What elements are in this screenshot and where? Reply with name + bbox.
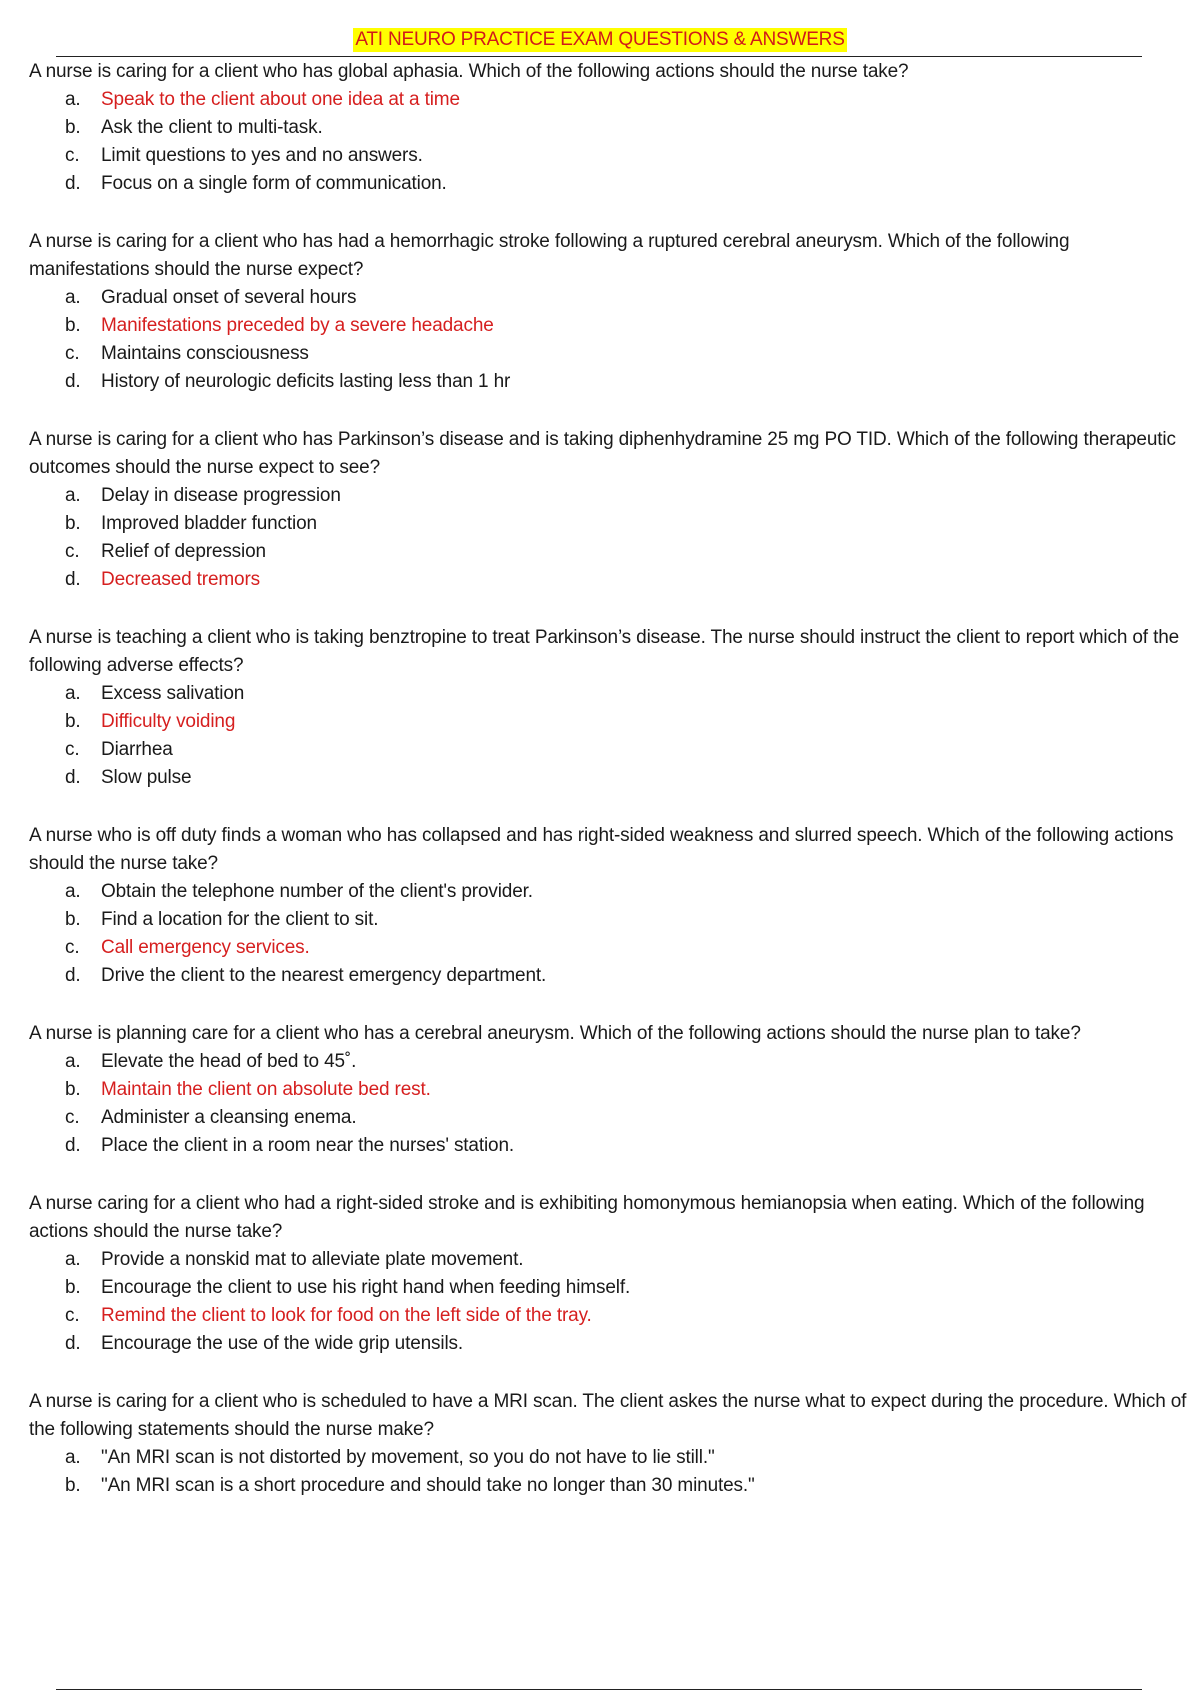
option-letter: a. [65, 485, 81, 506]
answer-option [29, 142, 1194, 170]
question-stem: A nurse who is off duty finds a woman who has collapsed and has right-sided weakness and slurred speech. Which of the following actions should the nurse take? [29, 825, 1174, 874]
option-text: Place the client in a room near the nurses' station. [101, 1135, 515, 1156]
answer-option [29, 1104, 1194, 1132]
question-block [29, 1388, 1194, 1500]
option-letter: b. [65, 315, 81, 336]
answer-option [29, 962, 1194, 990]
option-letter: b. [65, 117, 81, 138]
option-text: Ask the client to multi-task. [101, 117, 323, 138]
option-text: Encourage the client to use his right hand when feeding himself. [101, 1277, 631, 1298]
option-letter: d. [65, 965, 81, 986]
question-block [29, 624, 1194, 792]
option-text: Limit questions to yes and no answers. [101, 145, 423, 166]
answer-option [29, 538, 1194, 566]
answer-option-correct [29, 566, 1194, 594]
option-letter: b. [65, 909, 81, 930]
option-text: Encourage the use of the wide grip utensils. [101, 1333, 464, 1354]
option-letter: a. [65, 1249, 81, 1270]
option-text: Diarrhea [101, 739, 173, 760]
option-letter: a. [65, 1051, 81, 1072]
option-text: Slow pulse [101, 767, 192, 788]
answer-options [29, 1444, 1194, 1500]
option-letter: c. [65, 739, 80, 760]
question-block [29, 58, 1194, 198]
answer-option [29, 906, 1194, 934]
option-text: Relief of depression [101, 541, 266, 562]
option-text: Drive the client to the nearest emergency department. [101, 965, 547, 986]
answer-option [29, 680, 1194, 708]
option-text: Focus on a single form of communication. [101, 173, 447, 194]
answer-option [29, 1132, 1194, 1160]
answer-option [29, 1330, 1194, 1358]
question-stem: A nurse is planning care for a client who has a cerebral aneurysm. Which of the following actions should the nurse plan to take? [29, 1023, 1081, 1044]
answer-options [29, 86, 1194, 198]
question-stem: A nurse is caring for a client who has global aphasia. Which of the following actions should the nurse take? [29, 61, 909, 82]
option-letter: d. [65, 371, 81, 392]
option-text: Administer a cleansing enema. [101, 1107, 357, 1128]
answer-option [29, 170, 1194, 198]
question-stem: A nurse caring for a client who had a right-sided stroke and is exhibiting homonymous hemianopsia when eating. Which of the following actions should the nurse take? [29, 1193, 1145, 1242]
option-letter: b. [65, 1475, 81, 1496]
question-stem: A nurse is caring for a client who is scheduled to have a MRI scan. The client askes the nurse what to expect during the procedure. Which of the following statements should the nurse make? [29, 1391, 1187, 1440]
option-letter: d. [65, 569, 81, 590]
answer-option-correct [29, 1302, 1194, 1330]
option-letter: a. [65, 881, 81, 902]
question-stem: A nurse is teaching a client who is taking benztropine to treat Parkinson’s disease. The nurse should instruct the client to report which of the following adverse effects? [29, 627, 1180, 676]
page-title: ATI NEURO PRACTICE EXAM QUESTIONS & ANSWERS [355, 29, 845, 50]
answer-option [29, 878, 1194, 906]
option-letter: c. [65, 145, 80, 166]
option-text: Manifestations preceded by a severe headache [101, 315, 494, 336]
option-letter: a. [65, 287, 81, 308]
answer-option [29, 368, 1194, 396]
answer-option-correct [29, 708, 1194, 736]
option-letter: b. [65, 711, 81, 732]
option-text: Maintains consciousness [101, 343, 309, 364]
option-text: Obtain the telephone number of the client's provider. [101, 881, 533, 902]
answer-option [29, 1274, 1194, 1302]
answer-option [29, 764, 1194, 792]
option-letter: a. [65, 683, 81, 704]
answer-option [29, 284, 1194, 312]
option-text: Speak to the client about one idea at a time [101, 89, 460, 110]
option-letter: b. [65, 1277, 81, 1298]
answer-option-correct [29, 312, 1194, 340]
option-letter: c. [65, 1107, 80, 1128]
option-letter: c. [65, 937, 80, 958]
answer-options [29, 878, 1194, 990]
option-text: Difficulty voiding [101, 711, 236, 732]
answer-options [29, 680, 1194, 792]
question-block [29, 1190, 1194, 1358]
option-text: "An MRI scan is not distorted by movement, so you do not have to lie still." [101, 1447, 715, 1468]
option-text: History of neurologic deficits lasting less than 1 hr [101, 371, 511, 392]
question-stem: A nurse is caring for a client who has had a hemorrhagic stroke following a ruptured cerebral aneurysm. Which of the following manifestations should the nurse expect? [29, 231, 1070, 280]
top-divider [56, 56, 1142, 57]
answer-option-correct [29, 1076, 1194, 1104]
option-text: Improved bladder function [101, 513, 317, 534]
question-block [29, 228, 1194, 396]
option-letter: d. [65, 1333, 81, 1354]
question-block [29, 1020, 1194, 1160]
option-text: Call emergency services. [101, 937, 310, 958]
answer-option [29, 482, 1194, 510]
option-text: Delay in disease progression [101, 485, 341, 506]
option-letter: d. [65, 1135, 81, 1156]
option-text: Maintain the client on absolute bed rest. [101, 1079, 431, 1100]
option-text: Excess salivation [101, 683, 245, 704]
answer-option [29, 1472, 1194, 1500]
option-letter: b. [65, 513, 81, 534]
option-text: Gradual onset of several hours [101, 287, 357, 308]
option-text: Elevate the head of bed to 45˚. [101, 1051, 357, 1072]
option-letter: c. [65, 343, 80, 364]
question-list [29, 58, 1194, 1530]
answer-options [29, 1048, 1194, 1160]
bottom-divider [56, 1689, 1142, 1690]
option-letter: d. [65, 767, 81, 788]
question-block [29, 822, 1194, 990]
question-block [29, 426, 1194, 594]
answer-option-correct [29, 86, 1194, 114]
option-letter: c. [65, 1305, 80, 1326]
answer-option [29, 340, 1194, 368]
answer-option-correct [29, 934, 1194, 962]
answer-options [29, 1246, 1194, 1358]
option-text: Remind the client to look for food on the left side of the tray. [101, 1305, 592, 1326]
option-text: Decreased tremors [101, 569, 261, 590]
option-text: Provide a nonskid mat to alleviate plate movement. [101, 1249, 524, 1270]
option-letter: a. [65, 1447, 81, 1468]
answer-options [29, 284, 1194, 396]
answer-option [29, 1444, 1194, 1472]
option-text: "An MRI scan is a short procedure and should take no longer than 30 minutes." [101, 1475, 755, 1496]
option-letter: c. [65, 541, 80, 562]
answer-options [29, 482, 1194, 594]
option-letter: b. [65, 1079, 81, 1100]
option-letter: d. [65, 173, 81, 194]
answer-option [29, 510, 1194, 538]
title-container [0, 28, 1200, 52]
answer-option [29, 1246, 1194, 1274]
option-letter: a. [65, 89, 81, 110]
question-stem: A nurse is caring for a client who has Parkinson’s disease and is taking diphenhydramine 25 mg PO TID. Which of the following therapeutic outcomes should the nurse expect to see? [29, 429, 1176, 478]
answer-option [29, 736, 1194, 764]
option-text: Find a location for the client to sit. [101, 909, 379, 930]
answer-option [29, 114, 1194, 142]
answer-option [29, 1048, 1194, 1076]
